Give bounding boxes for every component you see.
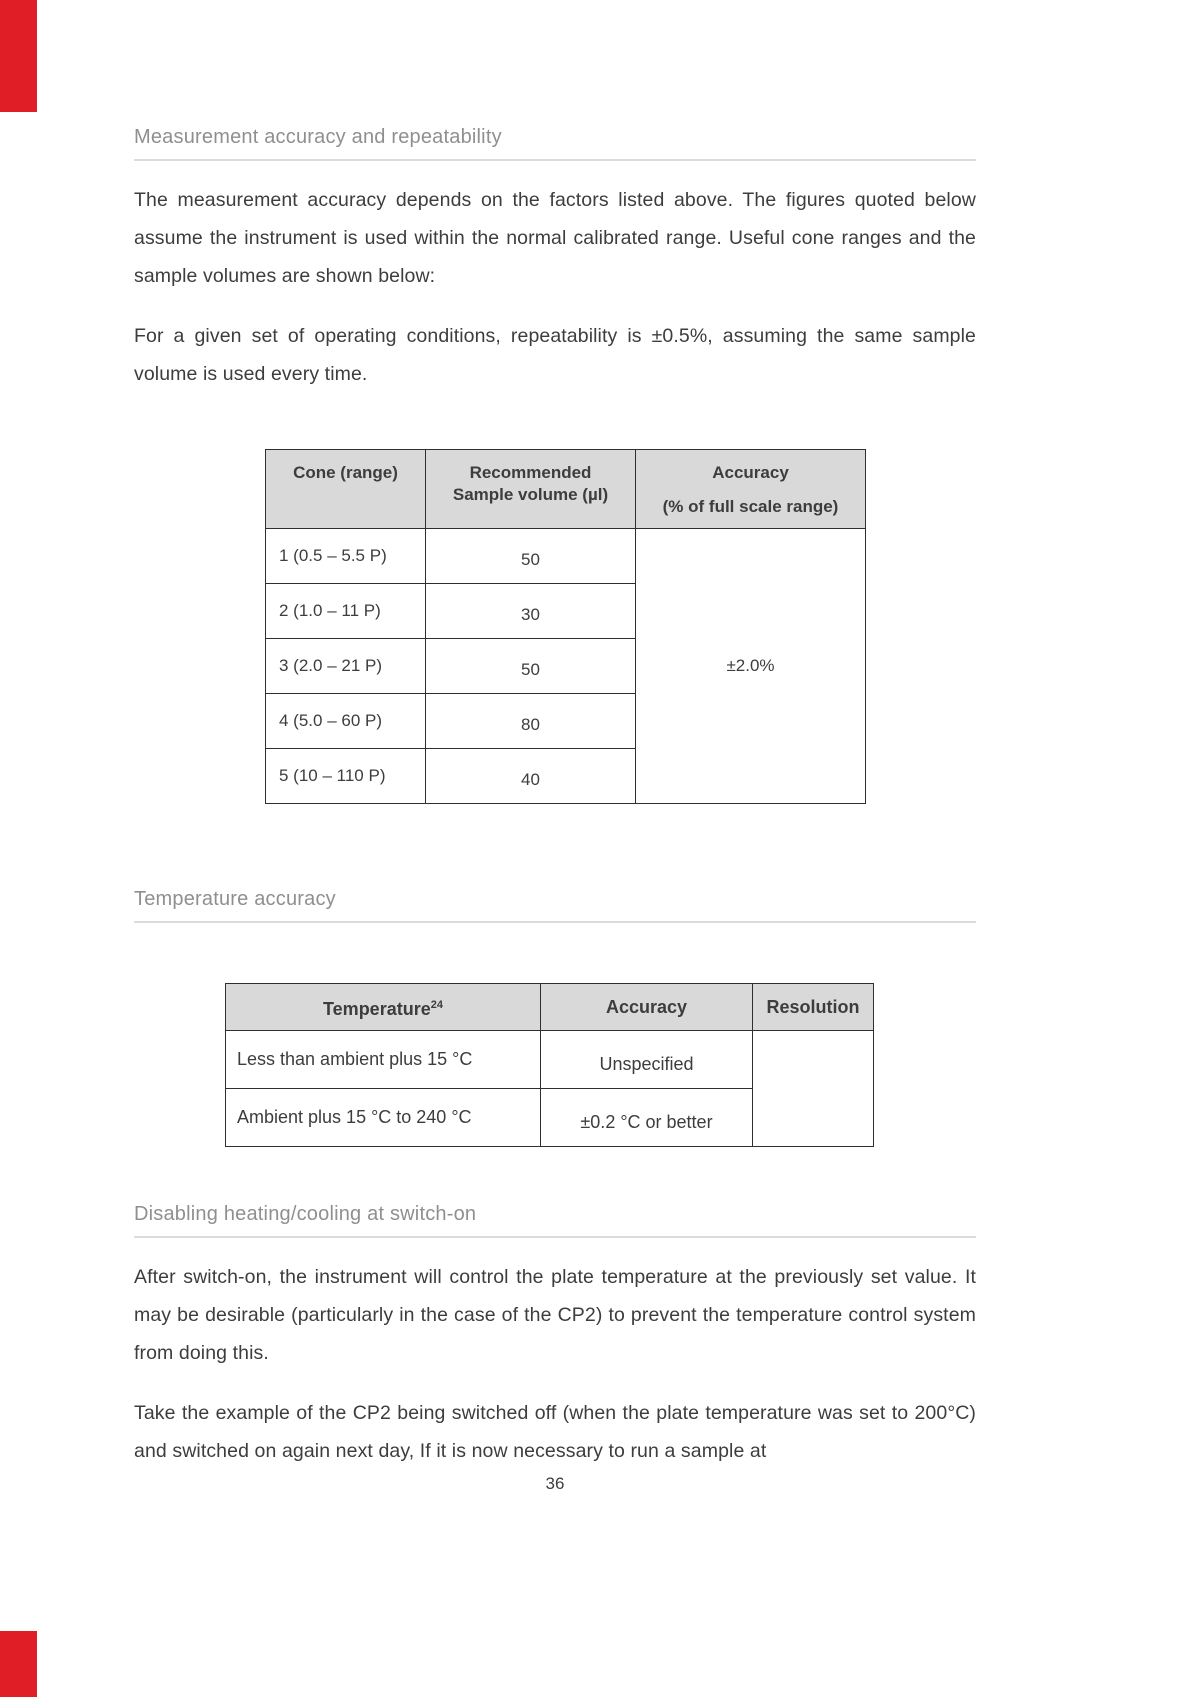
paragraph-disabling-2: Take the example of the CP2 being switched off (when the plate temperature was set to 200°C) and switched on again next day, If it is now necessary to run a sample at bbox=[134, 1402, 976, 1462]
temp-table-header-row bbox=[226, 984, 874, 1031]
table-row bbox=[266, 529, 866, 584]
accuracy-value-cell: ±2.0% bbox=[636, 529, 866, 804]
cone-range-cell: 3 (2.0 – 21 P) bbox=[266, 639, 426, 694]
temperature-range-cell: Less than ambient plus 15 °C bbox=[226, 1031, 541, 1089]
cone-range-table bbox=[265, 449, 866, 804]
sample-volume-cell: 50 bbox=[426, 639, 636, 694]
page-edge-accent-bottom bbox=[0, 1631, 37, 1697]
cone-table-header-accuracy: Accuracy (% of full scale range) bbox=[636, 450, 866, 529]
temp-table-header-resolution: Resolution bbox=[753, 984, 874, 1031]
sample-volume-cell: 80 bbox=[426, 694, 636, 749]
section-heading-measurement-accuracy: Measurement accuracy and repeatability bbox=[134, 126, 976, 161]
paragraph-measurement-2: For a given set of operating conditions, repeatability is ±0.5%, assuming the same sample volume is used every time. bbox=[134, 325, 976, 385]
sample-volume-cell: 30 bbox=[426, 584, 636, 639]
paragraph-measurement-1: The measurement accuracy depends on the factors listed above. The figures quoted below assume the instrument is used within the normal calibrated range. Useful cone ranges and the sample volumes are shown below: bbox=[134, 189, 976, 287]
temp-table-header-accuracy: Accuracy bbox=[541, 984, 753, 1031]
section-heading-temperature-accuracy: Temperature accuracy bbox=[134, 888, 976, 923]
cone-table-header-volume: Recommended Sample volume (µl) bbox=[426, 450, 636, 529]
temperature-accuracy-cell: ±0.2 °C or better bbox=[541, 1089, 753, 1147]
temperature-footnote-superscript: 24 bbox=[430, 999, 443, 1011]
cone-range-cell: 5 (10 – 110 P) bbox=[266, 749, 426, 804]
cone-range-cell: 2 (1.0 – 11 P) bbox=[266, 584, 426, 639]
sample-volume-cell: 40 bbox=[426, 749, 636, 804]
temperature-accuracy-table bbox=[225, 983, 874, 1147]
table-row bbox=[226, 1031, 874, 1089]
page-content bbox=[134, 0, 976, 1492]
temperature-range-cell: Ambient plus 15 °C to 240 °C bbox=[226, 1089, 541, 1147]
cone-table-header-row bbox=[266, 450, 866, 529]
temp-table-header-temperature: Temperature$^{24}$ bbox=[226, 984, 541, 1031]
temperature-accuracy-cell: Unspecified bbox=[541, 1031, 753, 1089]
page-edge-accent-top bbox=[0, 0, 37, 112]
cone-range-cell: 1 (0.5 – 5.5 P) bbox=[266, 529, 426, 584]
section-heading-disabling-heating: Disabling heating/cooling at switch-on bbox=[134, 1203, 976, 1238]
cone-range-cell: 4 (5.0 – 60 P) bbox=[266, 694, 426, 749]
paragraph-disabling-1: After switch-on, the instrument will control the plate temperature at the previously set value. It may be desirable (particularly in the case of the CP2) to prevent the temperature control system from doing this. bbox=[134, 1266, 976, 1364]
page-number: 36 bbox=[545, 1474, 565, 1493]
resolution-cell bbox=[753, 1031, 874, 1147]
sample-volume-cell: 50 bbox=[426, 529, 636, 584]
cone-table-header-cone: Cone (range) bbox=[266, 450, 426, 529]
